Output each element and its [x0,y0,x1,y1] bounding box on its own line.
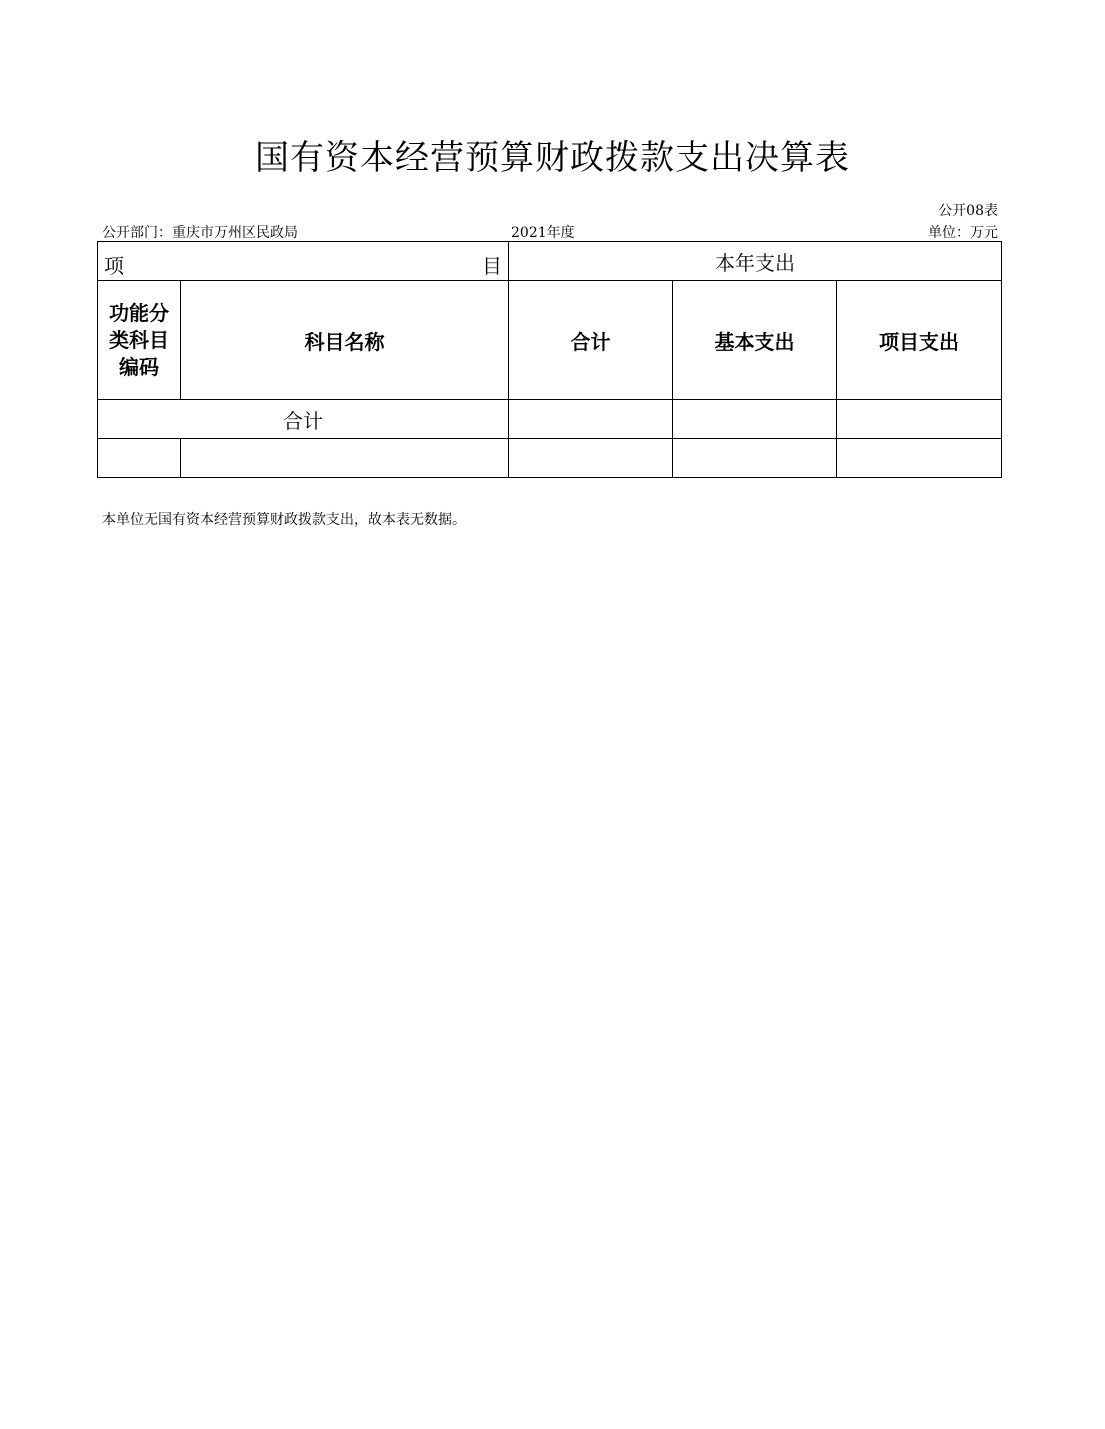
form-number: 公开08表 [938,203,998,219]
item-header-cell [98,242,509,281]
total-row-basic-cell [673,400,837,439]
total-row-label: 合计 [98,400,509,439]
footnote: 本单位无国有资本经营预算财政拨款支出，故本表无数据。 [102,512,466,528]
empty-total-cell [509,439,673,478]
function-code-header-line3: 编码 [119,354,159,379]
table-header-row-2 [98,281,1002,400]
department-label: 公开部门：重庆市万州区民政局 [102,225,298,241]
empty-basic-cell [673,439,837,478]
total-row [98,400,1002,439]
table-row [98,439,1002,478]
page-title: 国有资本经营预算财政拨款支出决算表 [255,138,850,178]
empty-project-cell [837,439,1002,478]
project-expense-header: 项目支出 [837,281,1002,400]
item-header-right: 目 [482,254,502,278]
empty-subject-cell [181,439,509,478]
subject-name-header: 科目名称 [181,281,509,400]
total-row-total-cell [509,400,673,439]
expenditure-table [97,241,1002,478]
current-year-expense-header: 本年支出 [509,242,1002,281]
fiscal-year: 2021年度 [511,225,575,241]
total-row-project-cell [837,400,1002,439]
function-code-header [98,281,181,400]
function-code-header-line2: 类科目 [109,327,169,352]
table-header-row-1 [98,242,1002,281]
total-header: 合计 [509,281,673,400]
unit-label: 单位：万元 [928,225,998,241]
item-header-left: 项 [104,254,124,278]
empty-code-cell [98,439,181,478]
function-code-header-line1: 功能分 [109,300,169,325]
basic-expense-header: 基本支出 [673,281,837,400]
